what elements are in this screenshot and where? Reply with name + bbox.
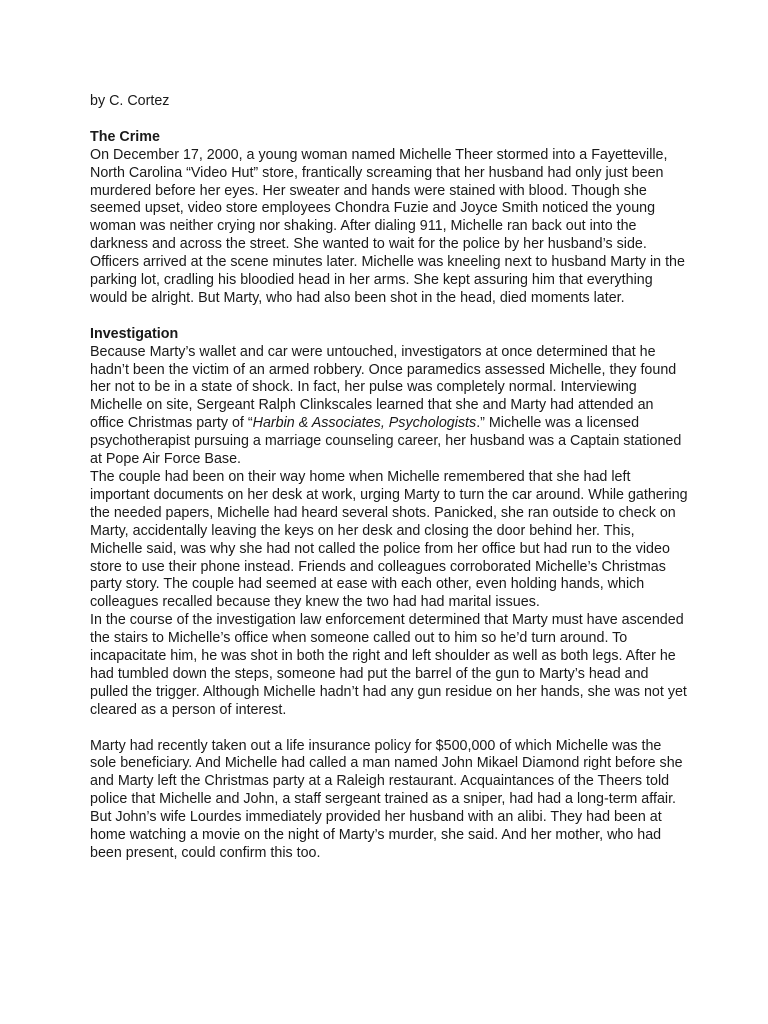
investigation-paragraph-1-start: Because Marty’s wallet and car were untouched, investigators at once determined that he hadn’t been the victim of an armed robbery. Once paramedics assessed Michelle, they found her not to be in a state of shock. In fact, her pulse was completely normal. Interviewing Michelle on site, Sergeant Ralph Clinkscales learned that she and Marty had attended an office Christmas party of “ xyxy=(90,343,677,432)
section-heading-crime: The Crime xyxy=(90,128,160,145)
paragraph-spacer xyxy=(90,720,690,738)
investigation-paragraph-3: In the course of the investigation law enforcement determined that Marty must have ascended the stairs to Michelle’s office when someone called out to him so he’d turn around. To incapacitate him, he was shot in both the right and left shoulder as well as both legs. After he had tumbled down the steps, someone had put the barrel of the gun to Marty’s head and pulled the trigger. Although Michelle hadn’t had any gun residue on her hands, she was not yet cleared as a person of interest. xyxy=(90,612,687,718)
investigation-paragraph-1-end: .” Michelle was a licensed psychotherapist pursuing a marriage counseling career, her husband was a Captain stationed at Pope Air Force Base. xyxy=(90,415,682,468)
investigation-paragraph-4: Marty had recently taken out a life insurance policy for $500,000 of which Michelle was the sole beneficiary. And Michelle had called a man named John Mikael Diamond right before she and Marty left the Christmas party at a Raleigh restaurant. Acquaintances of the Theers told police that Michelle and John, a staff sergeant trained as a sniper, had had a long-term affair. But John’s wife Lourdes immediately provided her husband with an alibi. They had been at home watching a movie on the night of Marty’s murder, she said. And her mother, who had been present, could confirm this too. xyxy=(90,737,683,862)
investigation-paragraph-2: The couple had been on their way home when Michelle remembered that she had left important documents on her desk at work, urging Marty to turn the car around. While gathering the needed papers, Michelle had heard several shots. Panicked, she ran outside to check on Marty, accidentally leaving the keys on her desk and closing the door behind her. This, Michelle said, was why she had not called the police from her office but had run to the video store to use their phone instead. Friends and colleagues corroborated Michelle’s Christmas party story. The couple had seemed at ease with each other, even holding hands, which colleagues recalled because they knew the two had had marital issues. xyxy=(90,469,688,611)
firm-name-italic: Harbin & Associates, Psychologists xyxy=(252,415,477,432)
investigation-paragraph-1 xyxy=(90,344,690,469)
crime-paragraph-2: Officers arrived at the scene minutes later. Michelle was kneeling next to husband Marty in the parking lot, cradling his bloodied head in her arms. She kept assuring him that everything would be alright. But Marty, who had also been shot in the head, died moments later. xyxy=(90,254,685,306)
article-body xyxy=(90,93,690,863)
crime-paragraph-1: On December 17, 2000, a young woman named Michelle Theer stormed into a Fayetteville, North Carolina “Video Hut” store, frantically screaming that her husband had only just been murdered before her eyes. Her sweater and hands were stained with blood. Though she seemed upset, video store employees Chondra Fuzie and Joyce Smith noticed the young woman was neither crying nor shaking. After dialing 911, Michelle ran back out into the darkness and across the street. She wanted to wait for the police by her husband’s side. xyxy=(90,146,668,253)
section-heading-investigation: Investigation xyxy=(90,325,179,342)
paragraph-spacer xyxy=(90,308,690,326)
byline: by C. Cortez xyxy=(90,93,170,109)
